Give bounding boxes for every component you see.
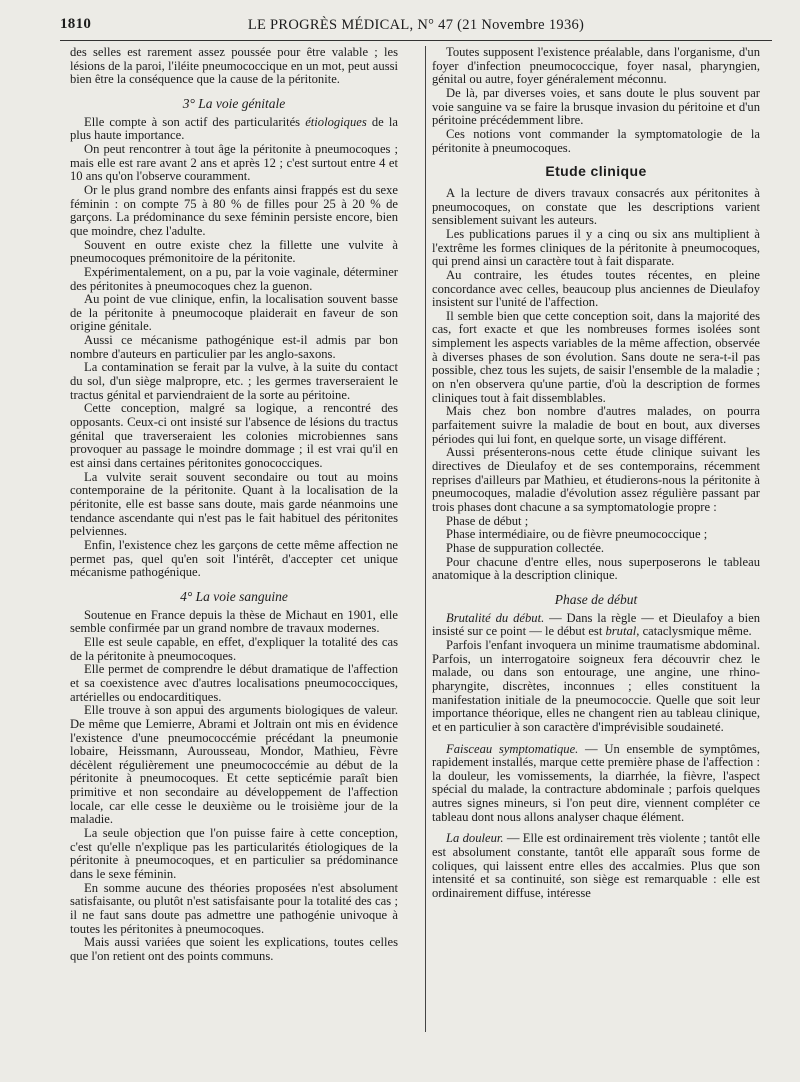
paragraph: A la lecture de divers travaux consacrés aux péritonites à pneumocoques, on constate que les descriptions varient sensiblement suivant les auteurs. — [432, 185, 760, 228]
paragraph: La vulvite serait souvent secondaire ou tout au moins contemporaine de la péritonite. Quant à la localisation de la péritonite, elle est basse sans doute, mais garde néanmoins une tendance ascendante qui n'est pas le fait habituel des péritonites pelviennes. — [70, 469, 398, 539]
paragraph: Au point de vue clinique, enfin, la localisation souvent basse de la péritonite à pneumocoque plaiderait en faveur de son origine génitale. — [70, 292, 398, 334]
paragraph: On peut rencontrer à tout âge la péritonite à pneumocoques ; mais elle est rare avant 2 ans et après 12 ; c'est surtout entre 4 et 10 ans qu'on l'observe couramment. — [70, 141, 398, 184]
paragraph: Toutes supposent l'existence préalable, dans l'organisme, d'un foyer d'infection pneumococcique, foyer nasal, pharyngien, génital ou autre, foyer généralement méconnu. — [432, 45, 760, 87]
section-heading-voie-genitale: 3° La voie génitale — [182, 95, 286, 111]
running-title: LE PROGRÈS MÉDICAL, N° 47 (21 Novembre 1936) — [247, 17, 585, 33]
section-heading-etude-clinique: Etude clinique — [545, 163, 647, 180]
page-number: 1810 — [60, 16, 92, 32]
paragraph: Mais chez bon nombre d'autres malades, on pourra parfaitement suivre la maladie de bout en bout, aux diverses périodes qui lui font, en quelque sorte, un visage différent. — [432, 404, 760, 446]
phase-list — [432, 515, 760, 556]
header-rule — [60, 40, 772, 41]
paragraph: Souvent en outre existe chez la fillette une vulvite à pneumocoques prémonitoire de la péritonite. — [70, 237, 398, 266]
paragraph: La douleur. — Elle est ordinairement très violente ; tantôt elle est absolument constante, tantôt elle apparaît sous forme de coliques, qui laissent entre elles des accalmies. Plus que son intensité et sa continuité, son siège est remarquable : elle est ordinairement diffuse, intéresse — [432, 831, 760, 901]
paragraph: Les publications parues il y a cinq ou six ans multiplient à l'extrême les formes cliniques de la péritonite à pneumocoques, qui prend ainsi un caractère tout à fait disparate. — [432, 226, 760, 269]
paragraph: Aussi présenterons-nous cette étude clinique suivant les directives de Dieulafoy et de ses contemporains, récemment reprises d'ailleurs par Mathieu, et étudierons-nous la péritonite à pneumocoques, maladie d'évolution assez régulière passant par trois phases dont chacune a sa symptomatologie propre : — [432, 445, 760, 514]
paragraph: La seule objection que l'on puisse faire à cette conception, c'est qu'elle n'explique pas les particularités étiologiques de la péritonite à pneumocoques, et en particulier sa prédominance dans le sexe féminin. — [70, 826, 398, 882]
paragraph: des selles est rarement assez poussée pour être valable ; les lésions de la paroi, l'iléite pneumococcique en un mot, peut aussi bien être la conséquence que la cause de la péritonite. — [70, 45, 398, 87]
right-column — [432, 46, 760, 901]
paragraph: Enfin, l'existence chez les garçons de cette même affection ne permet pas, quel qu'en soit l'intérêt, d'accepter cet unique mécanisme pathogénique. — [70, 537, 398, 580]
paragraph: Brutalité du début. — Dans la règle — et Dieulafoy a bien insisté sur ce point — le début est brutal, cataclysmique même. — [432, 610, 760, 639]
section-heading-voie-sanguine: 4° La voie sanguine — [180, 588, 288, 604]
paragraph: Expérimentalement, on a pu, par la voie vaginale, déterminer des péritonites à pneumocoques chez la guenon. — [70, 264, 398, 293]
paragraph: Soutenue en France depuis la thèse de Michaut en 1901, elle semble confirmée par un grand nombre de travaux modernes. — [70, 607, 398, 636]
paragraph: Ces notions vont commander la symptomatologie de la péritonite à pneumocoques. — [432, 126, 760, 155]
paragraph: Cette conception, malgré sa logique, a rencontré des opposants. Ceux-ci ont insisté sur l'absence de lésions du tractus génital que traverseraient les colonies microbiennes sans provoquer au passage le moindre dommage ; il est vrai qu'il en est ainsi dans certaines péritonites gonococciques. — [70, 401, 398, 471]
paragraph: Aussi ce mécanisme pathogénique est-il admis par bon nombre d'auteurs en particulier par les anglo-saxons. — [70, 333, 398, 361]
paragraph: Parfois l'enfant invoquera un minime traumatisme abdominal. Parfois, un interrogatoire soigneux fera découvrir chez le malade, ou dans son entourage, une angine, une rhino-pharyngite, discrètes, inconnues ; elles constituent la manifestation initiale de la pneumococcie. Quelle que soit leur importance théorique, elles ne changent rien au tableau clinique, et en particulier à son caractère d'imprévisible soudaineté. — [432, 637, 760, 734]
section-heading-phase-de-debut: Phase de début — [554, 591, 638, 607]
page-header — [60, 14, 772, 40]
paragraph: Pour chacune d'entre elles, nous superposerons le tableau anatomique à la description clinique. — [432, 554, 760, 583]
paragraph: Elle est seule capable, en effet, d'expliquer la totalité des cas de la péritonite à pneumocoques. — [70, 634, 398, 663]
paragraph: Or le plus grand nombre des enfants ainsi frappés est du sexe féminin : on compte 75 à 80 % de filles pour 25 à 20 % de garçons. La prédominance du sexe féminin persiste encore, bien que moindre, chez l'adulte. — [70, 182, 398, 238]
left-column — [70, 46, 398, 964]
paragraph: La contamination se ferait par la vulve, à la suite du contact du sol, d'un siège malpropre, etc. ; les germes traverseraient le tractus génital et parviendraient de la sorte au péritoine. — [70, 360, 398, 402]
paragraph: De là, par diverses voies, et sans doute le plus souvent par voie sanguine va se faire la brusque invasion du péritoine et d'un péritoine précédemment libre. — [432, 85, 760, 128]
list-item: Phase de suppuration collectée. — [446, 540, 605, 555]
paragraph: Elle permet de comprendre le début dramatique de l'affection et sa coexistence avec d'autres localisations pneumococciques, artérielles ou endocarditiques. — [70, 662, 398, 704]
paragraph: Faisceau symptomatique. — Un ensemble de symptômes, rapidement installés, marque cette première phase de l'affection : la douleur, les vomissements, la diarrhée, la fièvre, l'aspect spécial du malade, la contracture abdominale ; parfois quelques autres signes mineurs, si l'on peut dire, viennent compléter ce tableau dont nous allons analyser chaque élément. — [432, 741, 760, 824]
paragraph: Elle compte à son actif des particularités étiologiques de la plus haute importance. — [70, 114, 398, 143]
paragraph: En somme aucune des théories proposées n'est absolument satisfaisante, ou plutôt n'est satisfaisante pour la totalité des cas ; il ne faut sans doute pas admettre une pathogénie univoque à toutes les péritonites à pneumocoques. — [70, 880, 398, 936]
column-divider — [425, 46, 426, 1032]
list-item: Phase de début ; — [446, 513, 529, 528]
list-item: Phase intermédiaire, ou de fièvre pneumococcique ; — [446, 527, 708, 542]
paragraph: Mais aussi variées que soient les explications, toutes celles que l'on retient ont des points communs. — [70, 935, 398, 963]
paragraph: Il semble bien que cette conception soit, dans la majorité des cas, fort exacte et que les nombreuses formes isolées sont simplement les aspects variables de la même affection, observée à diverses phases de son évolution. Sans doute ne sera-t-il pas possible, chez tous les sujets, de saisir l'ensemble de la maladie ; on n'en observera qu'une partie, d'où la description de formes cliniques tout à fait dissemblables. — [432, 308, 760, 405]
paragraph: Elle trouve à son appui des arguments biologiques de valeur. De même que Lemierre, Abrami et Joltrain ont mis en évidence l'existence d'une pneumococcémie précédant la pneumonie lobaire, Heissmann, Aurousseau, Mondor, Mathieu, Fèvre décèlent régulièrement une pneumococcémie au début de la péritonite à pneumocoques. Et cette septicémie paraît bien primitive et non secondaire au développement de l'affection locale, car elle cesse le deuxième ou le troisième jour de la maladie. — [70, 703, 398, 827]
paragraph: Au contraire, les études toutes récentes, en pleine concordance avec celles, beaucoup plus anciennes de Dieulafoy insistent sur l'unité de l'affection. — [432, 267, 760, 310]
